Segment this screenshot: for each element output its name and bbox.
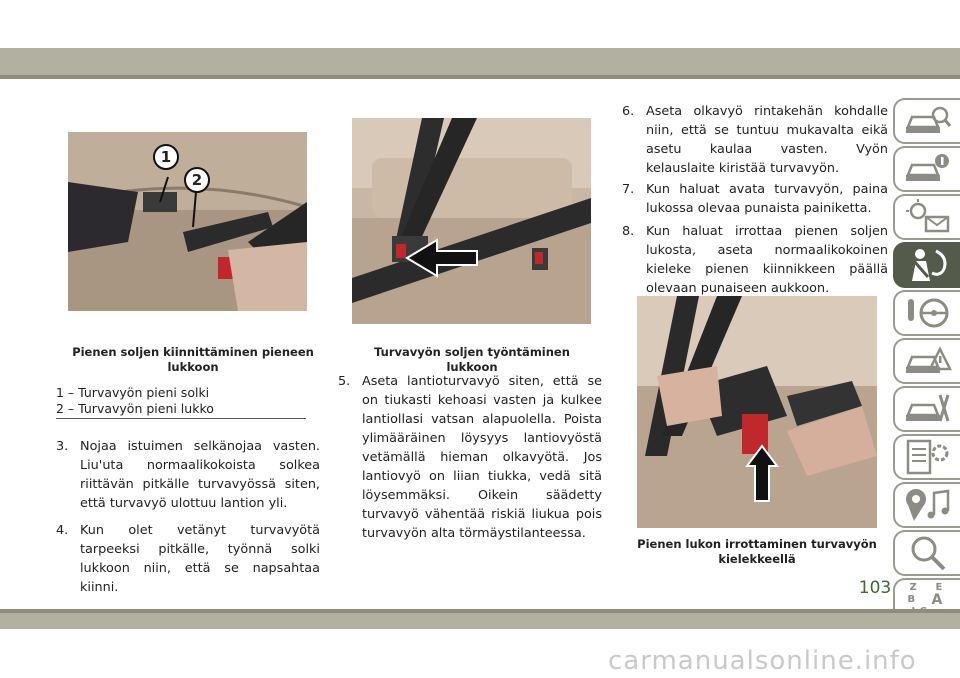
step-5	[338, 372, 602, 543]
step-6-number: 6.	[622, 104, 635, 119]
tab-multimedia-music[interactable]	[893, 482, 960, 528]
index-letter-a: A	[931, 592, 943, 608]
top-band	[0, 48, 960, 75]
tab-car-info[interactable]	[893, 146, 960, 192]
page-number: 103	[858, 578, 892, 598]
tab-settings-list[interactable]	[893, 434, 960, 480]
tab-car-tools[interactable]	[893, 386, 960, 432]
photo-unlatch-small-buckle	[637, 296, 877, 528]
callout-2: 2	[184, 167, 210, 193]
tab-search[interactable]	[893, 530, 960, 576]
car-info-icon	[904, 151, 952, 187]
legend-item-1: 1 – Turvavyön pieni solki	[56, 385, 210, 400]
step-7-number: 7.	[622, 182, 635, 197]
step-8-text: Kun haluat irrottaa pienen soljen lukosta, aseta normaalikokoinen kieleke pienen kiinnikkeen päällä olevaan punaiseen aukkoon.	[646, 224, 888, 296]
step-3-text: Nojaa istuimen selkänojaa vasten. Liu'uta normaalikokoista solkea riittävän pitkälle turvavyössä siten, että turvavyö ulottuu lantion yli.	[80, 439, 320, 511]
step-8-number: 8.	[622, 224, 635, 239]
index-letter-b: B	[907, 594, 916, 605]
callout-1: 1	[153, 144, 179, 170]
step-5-number: 5.	[338, 374, 351, 389]
multimedia-music-icon	[904, 487, 952, 523]
figure-2-caption: Turvavyön soljen työntäminen lukkoon	[374, 345, 570, 374]
index-letter-e: E	[935, 582, 943, 593]
step-8	[622, 222, 888, 298]
tab-lights-message[interactable]	[893, 194, 960, 240]
step-4	[56, 521, 320, 597]
figure-1-legend	[56, 385, 306, 417]
car-tools-icon	[904, 391, 952, 427]
tab-steering-wheel-key[interactable]	[893, 290, 960, 336]
step-4-text: Kun olet vetänyt turvavyötä tarpeeksi pitkälle, työnnä solki lukkoon niin, että se napsahtaa kiinni.	[80, 523, 320, 595]
step-4-number: 4.	[56, 523, 69, 538]
figure-1-caption: Pienen soljen kiinnittäminen pieneen lukkoon	[72, 345, 314, 374]
step-7-text: Kun haluat avata turvavyön, paina lukossa olevaa punaista painiketta.	[646, 182, 888, 216]
figure-3-caption: Pienen lukon irrottaminen turvavyön kielekkeellä	[637, 537, 877, 566]
index-letter-z: Z	[909, 582, 917, 593]
steering-wheel-key-icon	[904, 295, 952, 331]
photo-latch-insert	[352, 118, 591, 324]
top-band-line	[0, 75, 960, 79]
legend-rule	[56, 418, 306, 419]
car-warning-icon	[904, 343, 952, 379]
tab-car-warning[interactable]	[893, 338, 960, 384]
step-6	[622, 102, 888, 178]
lights-message-icon	[904, 199, 952, 235]
step-3-number: 3.	[56, 439, 69, 454]
step-5-text: Aseta lantioturvavyö siten, että se on tiukasti kehoasi vasten ja kulkee lantiollasi vatsan alapuolella. Poista ylimääräinen löysyys lantiovyöstä vetämällä hieman olkavyötä. Jos lantiovyö on liian tiukka, vedä sitä löysemmäksi. Oikein säädetty turvavyö vähentää riskiä liukua pois turvavyön alta törmäystilanteessa.	[362, 374, 602, 541]
watermark: carmanualsonline.info	[608, 646, 917, 676]
step-3	[56, 437, 320, 513]
tab-car-search[interactable]	[893, 98, 960, 144]
step-7	[622, 180, 888, 218]
seat-belt-airbag-icon	[904, 247, 952, 283]
photo-buckle-small-latch	[68, 132, 307, 311]
bottom-band	[0, 613, 960, 629]
search-icon	[904, 535, 952, 571]
legend-item-2: 2 – Turvavyön pieni lukko	[56, 401, 214, 416]
settings-list-icon	[904, 439, 952, 475]
step-6-text: Aseta olkavyö rintakehän kohdalle niin, että se tuntuu mukavalta eikä asetu kaulaa vasten. Vyön kelauslaite kiristää turvavyön.	[646, 104, 888, 176]
tab-seat-belt-airbag[interactable]	[893, 242, 960, 288]
car-search-icon	[904, 103, 952, 139]
